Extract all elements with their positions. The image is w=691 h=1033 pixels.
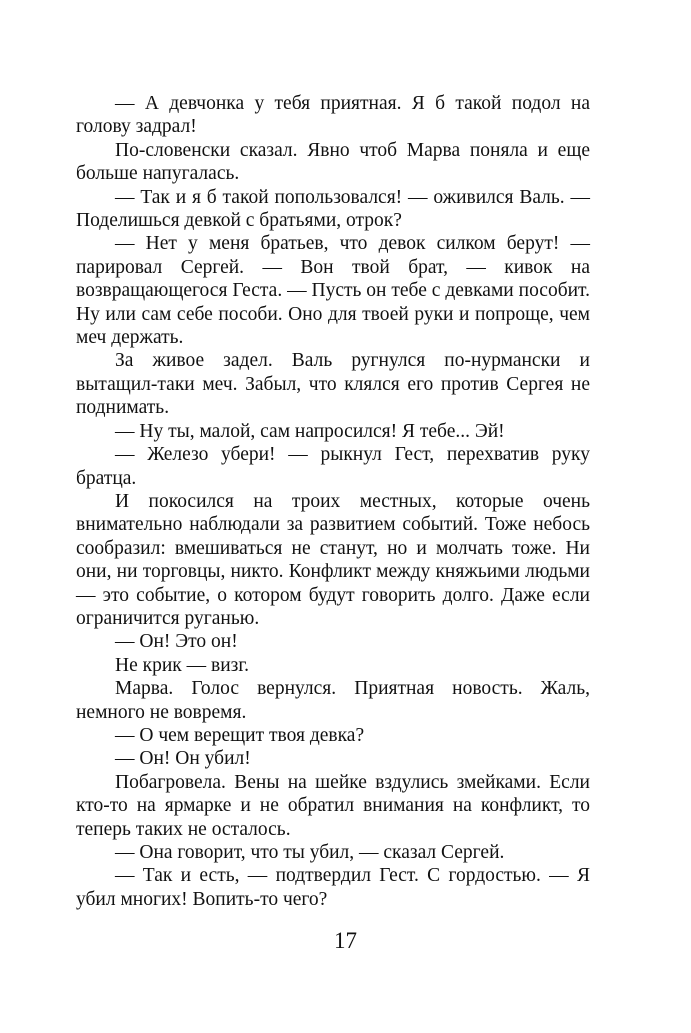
paragraph: — Она говорит, что ты убил, — сказал Сергей. [115, 842, 505, 863]
paragraph: — Он! Это он! [115, 631, 238, 653]
paragraph: — О чем верещит твоя девка? [115, 724, 365, 746]
page-body-text [76, 92, 590, 911]
paragraph: — А девчонка у тебя приятная. Я б такой подол на голову задрал! [76, 93, 590, 138]
paragraph: — Нет у меня братьев, что девок силком берут! — парировал Сергей. — Вон твой брат, — кивок на возвращающегося Геста. — Пусть он тебе с девками пособит. Ну или сам себе пособи. Оно для твоей руки и попроще, чем меч держать. [76, 233, 590, 349]
page-number: 17 [334, 928, 357, 953]
paragraph: — Ну ты, малой, сам напросился! Я тебе... Эй! [115, 420, 505, 442]
paragraph: Побагровела. Вены на шейке вздулись змейками. Если кто-то на ярмарке и не обратил внимания на конфликт, то теперь таких не осталось. [76, 771, 590, 840]
paragraph: Марва. Голос вернулся. Приятная новость. Жаль, немного не вовремя. [76, 678, 590, 723]
paragraph: — Железо убери! — рыкнул Гест, перехватив руку братца. [76, 444, 590, 489]
paragraph: Не крик — визг. [115, 654, 250, 676]
paragraph: И покосился на троих местных, которые очень внимательно наблюдали за развитием событий. Тоже небось сообразил: вмешиваться не станут, но и молчать тоже. Ни они, ни торговцы, никто. Конфликт между княжьими людьми — это событие, о котором будут говорить долго. Даже если ограничится руганью. [76, 490, 590, 629]
paragraph: По-словенски сказал. Явно чтоб Марва поняла и еще больше напугалась. [76, 139, 590, 185]
paragraph: — Так и есть, — подтвердил Гест. С гордостью. — Я убил многих! Вопить-то чего? [76, 865, 590, 910]
paragraph: За живое задел. Валь ругнулся по-нурмански и вытащил-таки меч. Забыл, что клялся его против Сергея не поднимать. [76, 350, 590, 419]
paragraph: — Он! Он убил! [115, 748, 251, 770]
paragraph: — Так и я б такой попользовался! — оживился Валь. — Поделишься девкой с братьями, отрок? [76, 186, 590, 232]
